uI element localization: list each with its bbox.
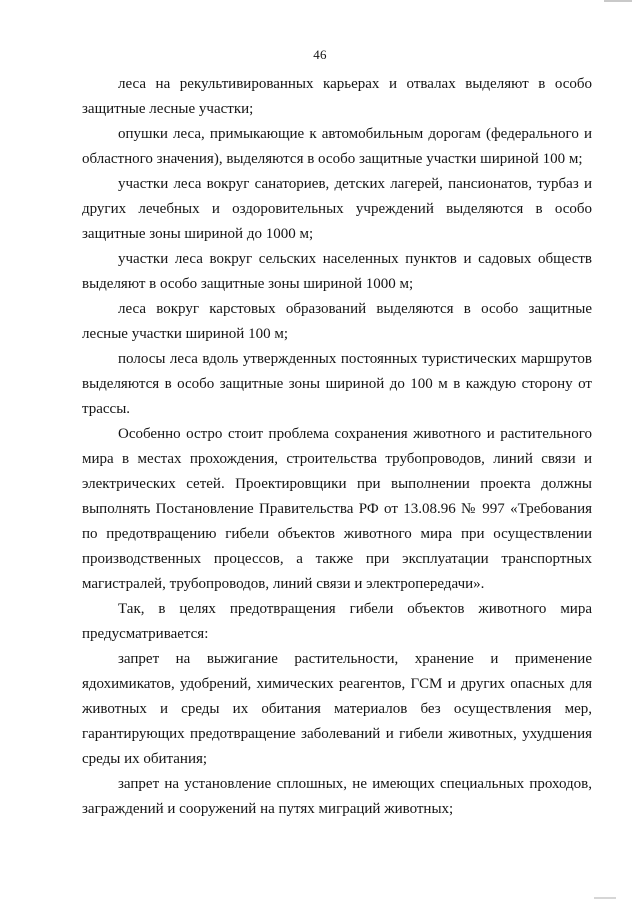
paragraph-quarry-forests: леса на рекультивированных карьерах и отвалах выделяют в особо защитные лесные участки; [82, 76, 592, 117]
paragraph-fencing-ban: запрет на установление сплошных, не имеющих специальных проходов, заграждений и сооружений на путях миграций животных; [82, 776, 592, 817]
page-number: 46 [313, 47, 327, 62]
paragraph-chemicals-ban: запрет на выжигание растительности, хранение и применение ядохимикатов, удобрений, химических реагентов, ГСМ и других опасных для животных и среды их обитания материалов без осуществления мер, гарантирующих предотвращение заболеваний и гибели животных, ухудшения среды их обитания; [82, 651, 592, 767]
paragraph-karst-zones: леса вокруг карстовых образований выделяются в особо защитные лесные участки шириной 100 м; [82, 301, 592, 342]
scan-artifact-bottom [594, 897, 616, 899]
paragraph-sanatorium-zones: участки леса вокруг санаториев, детских лагерей, пансионатов, турбаз и других лечебных и оздоровительных учреждений выделяются в особо защитные зоны шириной до 1000 м; [82, 176, 592, 242]
paragraph-wildlife-protection: Особенно остро стоит проблема сохранения животного и растительного мира в местах прохождения, строительства трубопроводов, линий связи и электрических сетей. Проектировщики при выполнении проекта должны выполнять Постановление Правительства РФ от 13.08.96 № 997 «Требования по предотвращению гибели объектов животного мира при осуществлении производственных процессов, а также при эксплуатации транспортных магистралей, трубопроводов, линий связи и электропередачи». [82, 426, 592, 592]
scan-artifact-top [604, 0, 632, 2]
paragraph-settlement-zones: участки леса вокруг сельских населенных пунктов и садовых обществ выделяют в особо защитные зоны шириной 1000 м; [82, 251, 592, 292]
paragraph-measures-intro: Так, в целях предотвращения гибели объектов животного мира предусматривается: [82, 601, 592, 642]
paragraph-tourist-routes: полосы леса вдоль утвержденных постоянных туристических маршрутов выделяются в особо защитные зоны шириной до 100 м в каждую сторону от трассы. [82, 351, 592, 417]
document-body [82, 72, 592, 822]
paragraph-forest-edges-roads: опушки леса, примыкающие к автомобильным дорогам (федерального и областного значения), выделяются в особо защитные участки шириной 100 м; [82, 126, 592, 167]
